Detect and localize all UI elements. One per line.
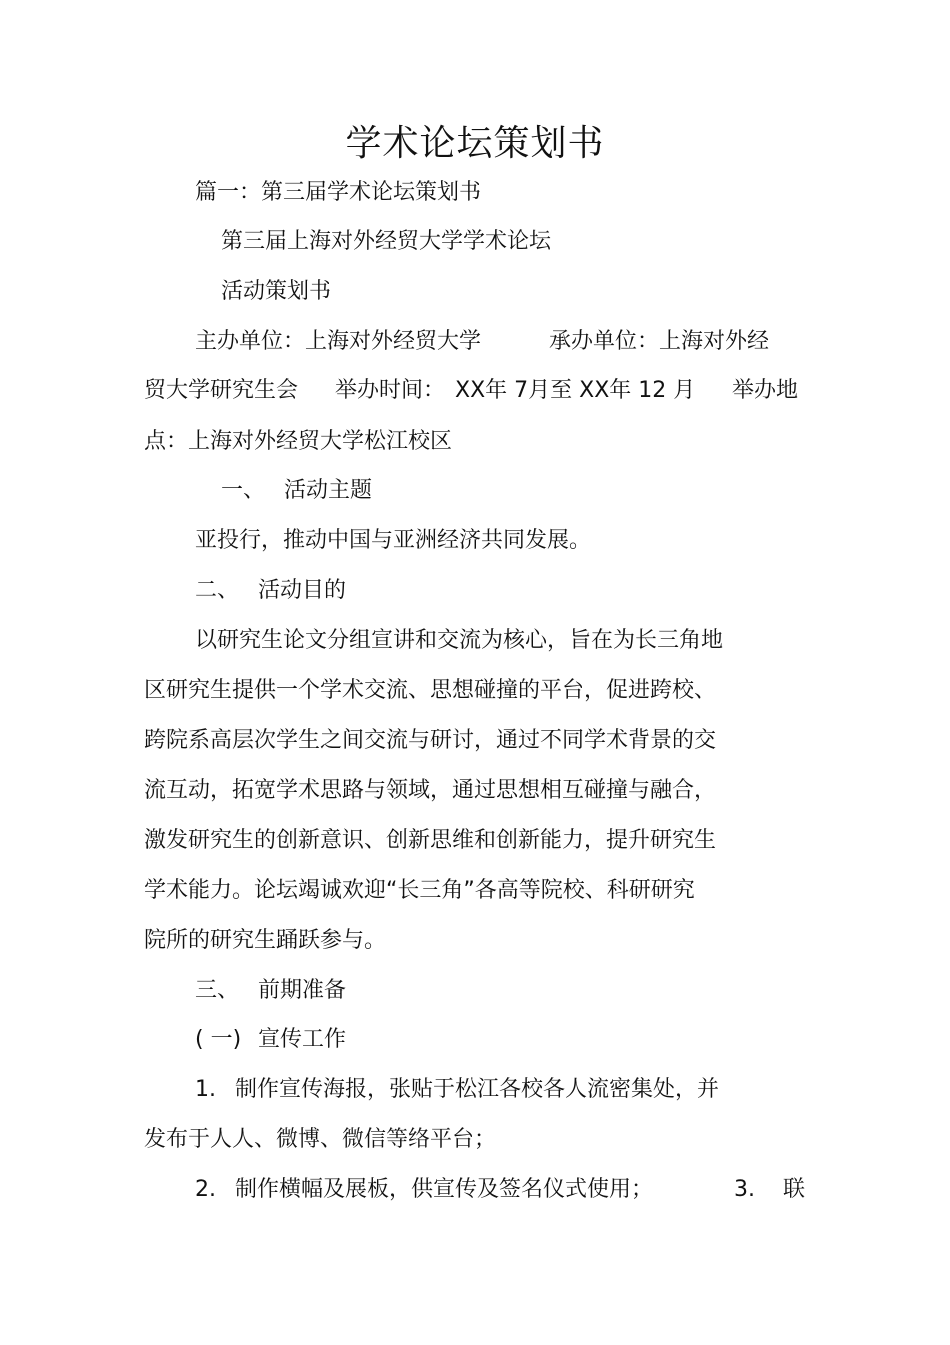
section-number-2: 二、 [195, 578, 240, 603]
purpose-paragraph-line: 学术能力。论坛竭诚欢迎“长三角”各高等院校、科研研究 [144, 878, 695, 903]
list-item-text: 制作宣传海报，张贴于松江各校各人流密集处，并 [235, 1077, 720, 1102]
purpose-paragraph-line: 流互动，拓宽学术思路与领域，通过思想相互碰撞与融合， [144, 778, 717, 803]
list-number-3: 3. [734, 1177, 755, 1202]
venue-label-start: 举办地 [732, 378, 799, 403]
list-item-continuation: 发布于人人、微博、微信等络平台； [144, 1127, 497, 1152]
list-number-1: 1. [195, 1077, 216, 1102]
purpose-paragraph-line: 区研究生提供一个学术交流、思想碰撞的平台，促进跨校、 [144, 678, 717, 703]
list-item-text: 制作横幅及展板，供宣传及签名仪式使用； [235, 1177, 654, 1202]
section-heading-purpose: 活动目的 [258, 578, 347, 603]
subsection-number-1: ( 一) [195, 1027, 242, 1052]
event-time-label: 举办时间： [335, 378, 446, 403]
section-heading-preparation: 前期准备 [258, 978, 347, 1003]
organizer-text: 主办单位：上海对外经贸大学 [195, 329, 482, 354]
section-number-1: 一、 [221, 478, 266, 503]
purpose-paragraph-line: 跨院系高层次学生之间交流与研讨，通过不同学术背景的交 [144, 728, 717, 753]
co-organizer-continuation: 贸大学研究生会 [144, 378, 299, 403]
section-heading-part-one: 篇一：第三届学术论坛策划书 [195, 180, 482, 205]
section-number-3: 三、 [195, 978, 240, 1003]
plan-subtitle-line: 活动策划书 [221, 279, 332, 304]
purpose-paragraph-line: 激发研究生的创新意识、创新思维和创新能力，提升研究生 [144, 828, 717, 853]
section-heading-theme: 活动主题 [284, 478, 373, 503]
purpose-paragraph-line: 院所的研究生踊跃参与。 [144, 928, 387, 953]
subsection-heading-publicity: 宣传工作 [258, 1027, 347, 1052]
venue-text: 点：上海对外经贸大学松江校区 [144, 429, 453, 454]
purpose-paragraph-line: 以研究生论文分组宣讲和交流为核心，旨在为长三角地 [195, 628, 724, 653]
forum-name-line: 第三届上海对外经贸大学学术论坛 [221, 229, 552, 254]
theme-text: 亚投行，推动中国与亚洲经济共同发展。 [195, 528, 592, 553]
event-time-value: XX年 7月至 XX年 12 月 [455, 378, 696, 403]
list-item-text: 联 [783, 1177, 806, 1202]
list-number-2: 2. [195, 1177, 216, 1202]
co-organizer-text: 承办单位：上海对外经 [549, 329, 770, 354]
document-title: 学术论坛策划书 [345, 123, 605, 164]
